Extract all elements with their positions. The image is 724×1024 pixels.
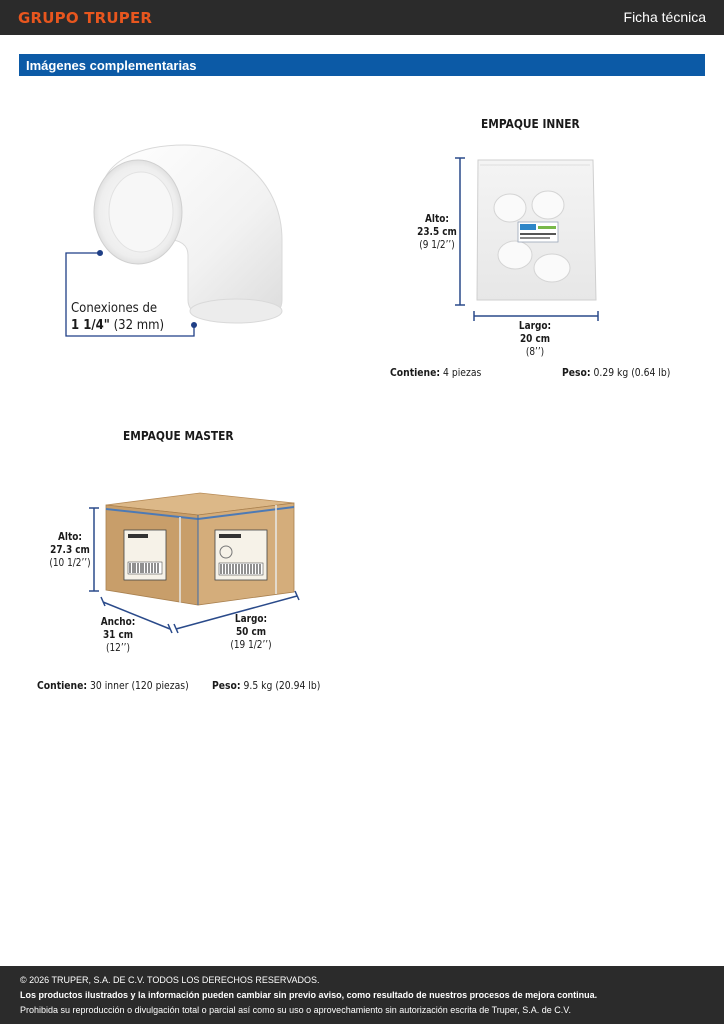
master-alto-label: Alto:: [58, 531, 82, 543]
inner-alto-label: Alto:: [425, 213, 449, 225]
master-alto: [43, 531, 97, 570]
connection-size-line: [71, 317, 164, 334]
inner-contiene-label: Contiene:: [390, 367, 441, 379]
inner-bag-image: [477, 160, 596, 300]
inner-largo-cm: 20 cm: [519, 333, 551, 345]
inner-peso: [562, 367, 670, 379]
inner-largo-label: Largo:: [518, 320, 552, 332]
inner-peso-label: Peso:: [562, 367, 591, 379]
inner-alto: [410, 213, 464, 252]
master-largo-cm: 50 cm: [235, 626, 267, 638]
master-peso: [212, 680, 320, 692]
master-contiene-value: 30 inner (120 piezas): [90, 680, 189, 692]
master-title: EMPAQUE MASTER: [123, 428, 234, 443]
connection-label-group: [71, 300, 164, 334]
master-ancho-label: Ancho:: [100, 616, 136, 628]
master-ancho-in: (12’’): [105, 642, 130, 654]
footer: [0, 966, 724, 1024]
footer-prohibition: Prohibida su reproducción o divulgación total o parcial así como su uso o aprovechamiento sin autorización escrita de Truper, S.A. de C.V.: [20, 1005, 571, 1015]
inner-largo: [508, 320, 562, 359]
master-ancho-cm: 31 cm: [102, 629, 134, 641]
master-largo-label: Largo:: [234, 613, 268, 625]
master-largo: [224, 613, 278, 652]
master-alto-in: (10 1/2’’): [49, 557, 91, 569]
master-ancho: [91, 616, 145, 655]
callout-dot: [97, 250, 103, 256]
connection-metric: (32 mm): [113, 318, 165, 333]
master-peso-label: Peso:: [212, 680, 241, 692]
inner-alto-cm: 23.5 cm: [417, 226, 457, 238]
master-peso-value: 9.5 kg (20.94 lb): [243, 680, 321, 692]
inner-title: EMPAQUE INNER: [481, 116, 580, 131]
inner-peso-value: 0.29 kg (0.64 lb): [593, 367, 671, 379]
master-alto-cm: 27.3 cm: [50, 544, 90, 556]
connection-label: Conexiones de: [71, 301, 158, 316]
footer-copyright: © 2026 TRUPER, S.A. DE C.V. TODOS LOS DERECHOS RESERVADOS.: [20, 975, 320, 985]
callout-dot: [191, 322, 197, 328]
inner-alto-in: (9 1/2’’): [419, 239, 455, 251]
document-type: Ficha técnica: [623, 9, 706, 25]
connection-size: 1 1/4": [71, 318, 110, 333]
master-box-image: [106, 493, 294, 605]
inner-largo-in: (8’’): [525, 346, 545, 358]
master-contiene-label: Contiene:: [37, 680, 88, 692]
inner-contiene-value: 4 piezas: [443, 367, 482, 379]
brand-logo: GRUPO TRUPER: [18, 9, 153, 27]
footer-notice: Los productos ilustrados y la información pueden cambiar sin previo aviso, como resultado de nuestros procesos de mejora continua.: [20, 990, 598, 1000]
master-largo-in: (19 1/2’’): [230, 639, 272, 651]
pvc-elbow-image: [94, 145, 282, 323]
master-contiene: [37, 680, 189, 692]
section-title: Imágenes complementarias: [26, 58, 197, 73]
inner-contiene: [390, 367, 481, 379]
